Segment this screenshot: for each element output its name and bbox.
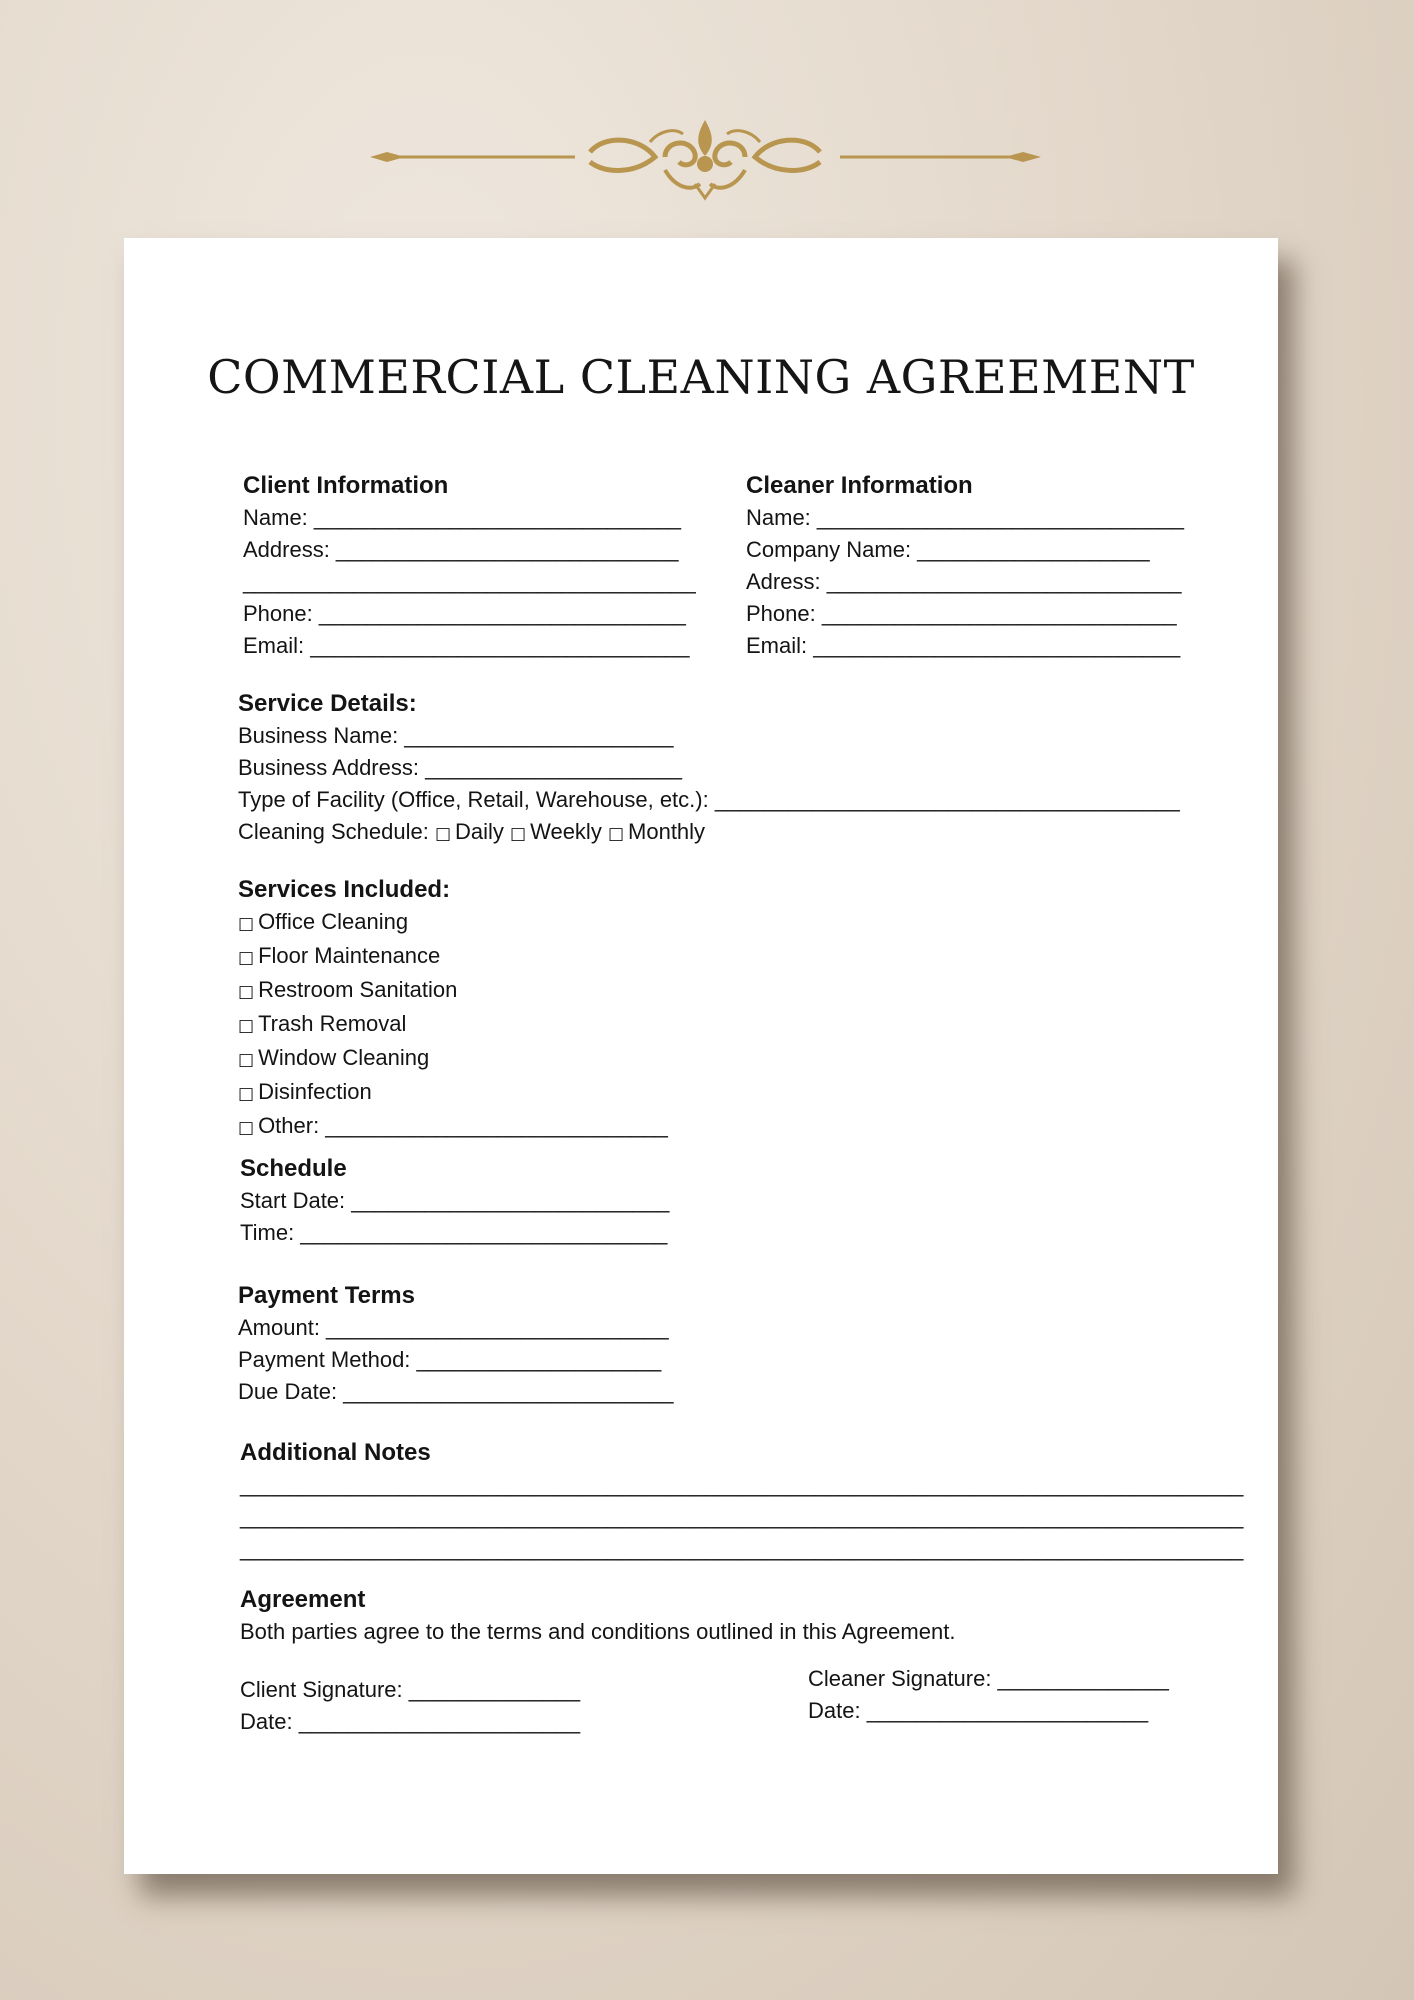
schedule-weekly-option[interactable]: □ Weekly [510,819,602,844]
business-address-field[interactable]: Business Address: _____________________ [238,755,683,780]
services-included-section [238,874,838,1144]
facility-type-field[interactable]: Type of Facility (Office, Retail, Warehouse, etc.): ______________________________________ [238,787,1180,812]
cleaner-address-field[interactable]: Adress: _____________________________ [746,569,1182,594]
schedule-heading: Schedule [240,1155,347,1182]
agreement-document [124,238,1278,1874]
cleaner-email-field[interactable]: Email: ______________________________ [746,633,1181,658]
cleaner-information-section [746,470,1186,662]
client-date-field[interactable]: Date: _______________________ [240,1709,581,1734]
service-other[interactable]: □ Other: ____________________________ [238,1113,668,1138]
service-disinfection[interactable]: □ Disinfection [238,1079,372,1104]
checkbox-icon[interactable]: □ [607,824,625,844]
additional-notes-heading: Additional Notes [240,1439,431,1466]
cleaning-schedule-row [238,816,1198,850]
checkbox-icon[interactable]: □ [510,824,527,844]
services-included-heading: Services Included: [238,876,451,903]
cleaning-schedule-label: Cleaning Schedule: [238,819,429,844]
payment-method-field[interactable]: Payment Method: ____________________ [238,1347,662,1372]
service-restroom-sanitation[interactable]: □ Restroom Sanitation [238,977,458,1002]
service-trash-removal[interactable]: □ Trash Removal [238,1011,407,1036]
payment-terms-section [238,1280,838,1408]
checkbox-icon[interactable]: □ [238,1084,255,1104]
cleaner-date-field[interactable]: Date: _______________________ [808,1698,1149,1723]
checkbox-icon[interactable]: □ [238,1016,255,1036]
client-name-field[interactable]: Name: ______________________________ [243,505,681,530]
service-window-cleaning[interactable]: □ Window Cleaning [238,1045,430,1070]
checkbox-icon[interactable]: □ [238,914,255,934]
agreement-section [240,1584,1200,1648]
payment-terms-heading: Payment Terms [238,1282,415,1309]
client-phone-field[interactable]: Phone: ______________________________ [243,601,686,626]
checkbox-icon[interactable]: □ [238,1050,255,1070]
schedule-monthly-option[interactable]: □ Monthly [607,819,706,844]
cleaner-signature-block [808,1663,1268,1727]
start-date-field[interactable]: Start Date: __________________________ [240,1188,670,1213]
ornament-divider-icon [365,112,1045,202]
time-field[interactable]: Time: ______________________________ [240,1220,668,1245]
notes-line[interactable]: __________________________________________________________________________________ [240,1472,1244,1497]
additional-notes-section [240,1437,1244,1565]
client-address-line2-field[interactable]: _____________________________________ [243,569,696,594]
agreement-heading: Agreement [240,1586,366,1613]
service-floor-maintenance[interactable]: □ Floor Maintenance [238,943,441,968]
checkbox-icon[interactable]: □ [238,948,255,968]
service-office-cleaning[interactable]: □ Office Cleaning [238,909,409,934]
client-address-field[interactable]: Address: ____________________________ [243,537,679,562]
due-date-field[interactable]: Due Date: ___________________________ [238,1379,674,1404]
checkbox-icon[interactable]: □ [238,982,255,1002]
service-details-section [238,688,1198,850]
amount-field[interactable]: Amount: ____________________________ [238,1315,669,1340]
document-title: COMMERCIAL CLEANING AGREEMENT [207,350,1195,404]
service-details-heading: Service Details: [238,690,417,717]
client-signature-block [240,1674,700,1738]
cleaner-phone-field[interactable]: Phone: _____________________________ [746,601,1177,626]
business-name-field[interactable]: Business Name: ______________________ [238,723,674,748]
cleaner-information-heading: Cleaner Information [746,472,973,499]
notes-line[interactable]: __________________________________________________________________________________ [240,1536,1244,1561]
client-email-field[interactable]: Email: _______________________________ [243,633,690,658]
cleaner-name-field[interactable]: Name: ______________________________ [746,505,1184,530]
client-information-section [243,470,713,662]
client-signature-field[interactable]: Client Signature: ______________ [240,1677,581,1702]
cleaner-signature-field[interactable]: Cleaner Signature: ______________ [808,1666,1169,1691]
checkbox-icon[interactable]: □ [434,824,451,844]
notes-line[interactable]: __________________________________________________________________________________ [240,1504,1244,1529]
agreement-statement: Both parties agree to the terms and conditions outlined in this Agreement. [240,1619,956,1644]
cleaner-company-field[interactable]: Company Name: ___________________ [746,537,1150,562]
client-information-heading: Client Information [243,472,449,499]
schedule-daily-option[interactable]: □ Daily [434,819,504,844]
schedule-section [240,1153,840,1249]
checkbox-icon[interactable]: □ [238,1118,255,1138]
